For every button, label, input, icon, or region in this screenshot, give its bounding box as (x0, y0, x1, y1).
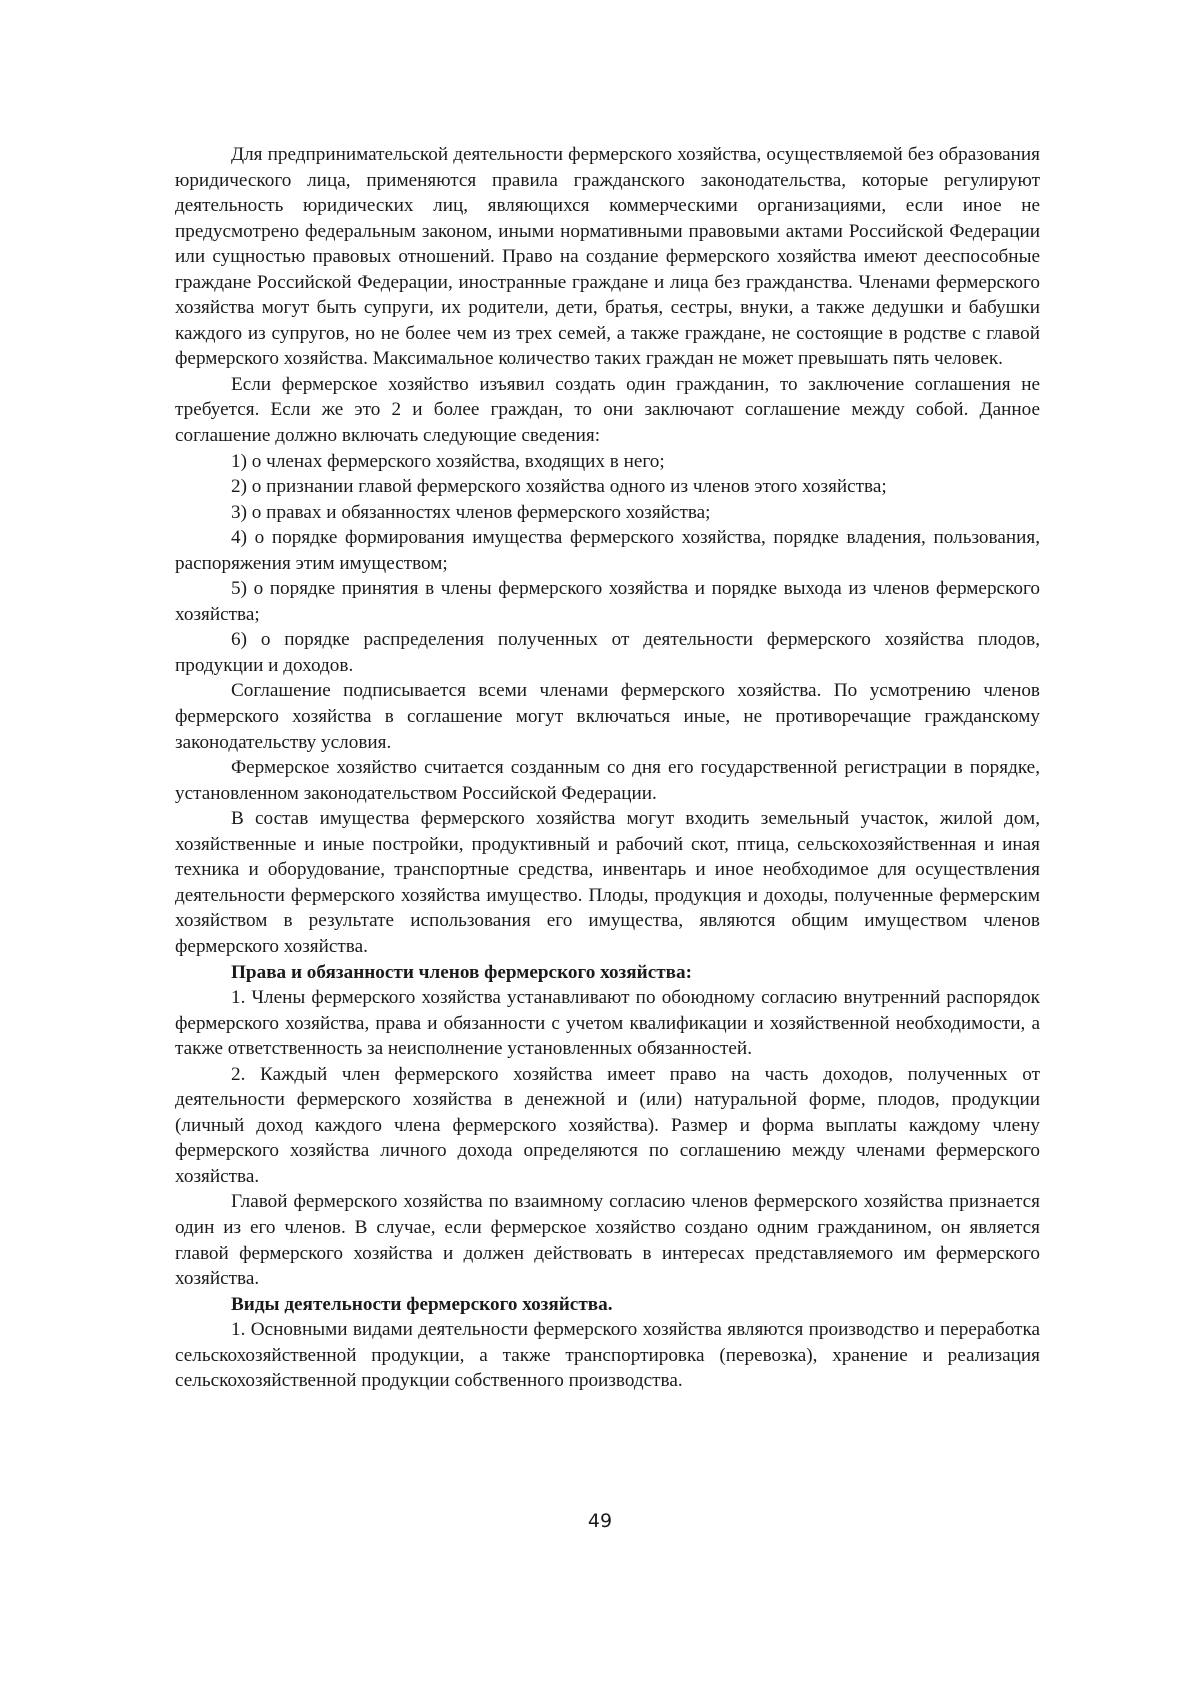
section-heading-rights: Права и обязанности членов фермерского хозяйства: (231, 961, 692, 983)
paragraph-agreement: Если фермерское хозяйство изъявил создать один гражданин, то заключение соглашения не требуется. Если же это 2 и более граждан, то они заключают соглашение между собой. Данное соглашение должно включать следующие сведения: (175, 373, 1040, 447)
paragraph-registration: Фермерское хозяйство считается созданным со дня его государственной регистрации в порядке, установленном законодательством Российской Федерации. (175, 757, 1040, 804)
page-number: 49 (587, 1510, 613, 1532)
section-heading-activities: Виды деятельности фермерского хозяйства. (231, 1293, 613, 1315)
list-item-2: 2) о признании главой фермерского хозяйства одного из членов этого хозяйства; (231, 476, 887, 498)
paragraph-activities-1: 1. Основными видами деятельности фермерского хозяйства являются производство и переработка сельскохозяйственной продукции, а также транспортировка (перевозка), хранение и реализация сельскохозяйственной продукции собственного производства. (175, 1319, 1040, 1392)
paragraph-rights-1: 1. Члены фермерского хозяйства устанавливают по обоюдному согласию внутренний распорядок фермерского хозяйства, права и обязанности с учетом квалификации и хозяйственной необходимости, а также ответственность за неисполнение установленных обязанностей. (175, 987, 1040, 1060)
paragraph-signing: Соглашение подписывается всеми членами фермерского хозяйства. По усмотрению членов фермерского хозяйства в соглашение могут включаться иные, не противоречащие гражданскому законодательству условия. (175, 680, 1040, 753)
body-text (175, 142, 1040, 1394)
paragraph-head: Главой фермерского хозяйства по взаимному согласию членов фермерского хозяйства признается один из его членов. В случае, если фермерское хозяйство создано одним гражданином, он является главой фермерского хозяйства и должен действовать в интересах представляемого им фермерского хозяйства. (175, 1191, 1040, 1290)
list-item-4: 4) о порядке формирования имущества фермерского хозяйства, порядке владения, пользования, распоряжения этим имуществом; (175, 527, 1040, 574)
list-item-6: 6) о порядке распределения полученных от деятельности фермерского хозяйства плодов, продукции и доходов. (175, 629, 1040, 676)
paragraph-rights-2: 2. Каждый член фермерского хозяйства имеет право на часть доходов, полученных от деятельности фермерского хозяйства в денежной и (или) натуральной форме, плодов, продукции (личный доход каждого члена фермерского хозяйства). Размер и форма выплаты каждому члену фермерского хозяйства личного дохода определяются по соглашению между членами фермерского хозяйства. (175, 1063, 1040, 1187)
list-item-3: 3) о правах и обязанностях членов фермерского хозяйства; (231, 501, 711, 523)
list-item-5: 5) о порядке принятия в члены фермерского хозяйства и порядке выхода из членов фермерского хозяйства; (175, 578, 1040, 625)
paragraph-legal-basis: Для предпринимательской деятельности фермерского хозяйства, осуществляемой без образования юридического лица, применяются правила гражданского законодательства, которые регулируют деятельность юридических лиц, являющихся коммерческими организациями, если иное не предусмотрено федеральным законом, иными нормативными правовыми актами Российской Федерации или сущностью правовых отношений. Право на создание фермерского хозяйства имеют дееспособные граждане Российской Федерации, иностранные граждане и лица без гражданства. Членами фермерского хозяйства могут быть супруги, их родители, дети, братья, сестры, внуки, а также дедушки и бабушки каждого из супругов, но не более чем из трех семей, а также граждане, не состоящие в родстве с главой фермерского хозяйства. Максимальное количество таких граждан не может превышать пять человек. (175, 144, 1040, 370)
list-item-1: 1) о членах фермерского хозяйства, входящих в него; (231, 450, 665, 472)
paragraph-property: В состав имущества фермерского хозяйства могут входить земельный участок, жилой дом, хозяйственные и иные постройки, продуктивный и рабочий скот, птица, сельскохозяйственная и иная техника и оборудование, транспортные средства, инвентарь и иное необходимое для осуществления деятельности фермерского хозяйства имущество. Плоды, продукция и доходы, полученные фермерским хозяйством в результате использования его имущества, являются общим имуществом членов фермерского хозяйства. (175, 808, 1040, 957)
